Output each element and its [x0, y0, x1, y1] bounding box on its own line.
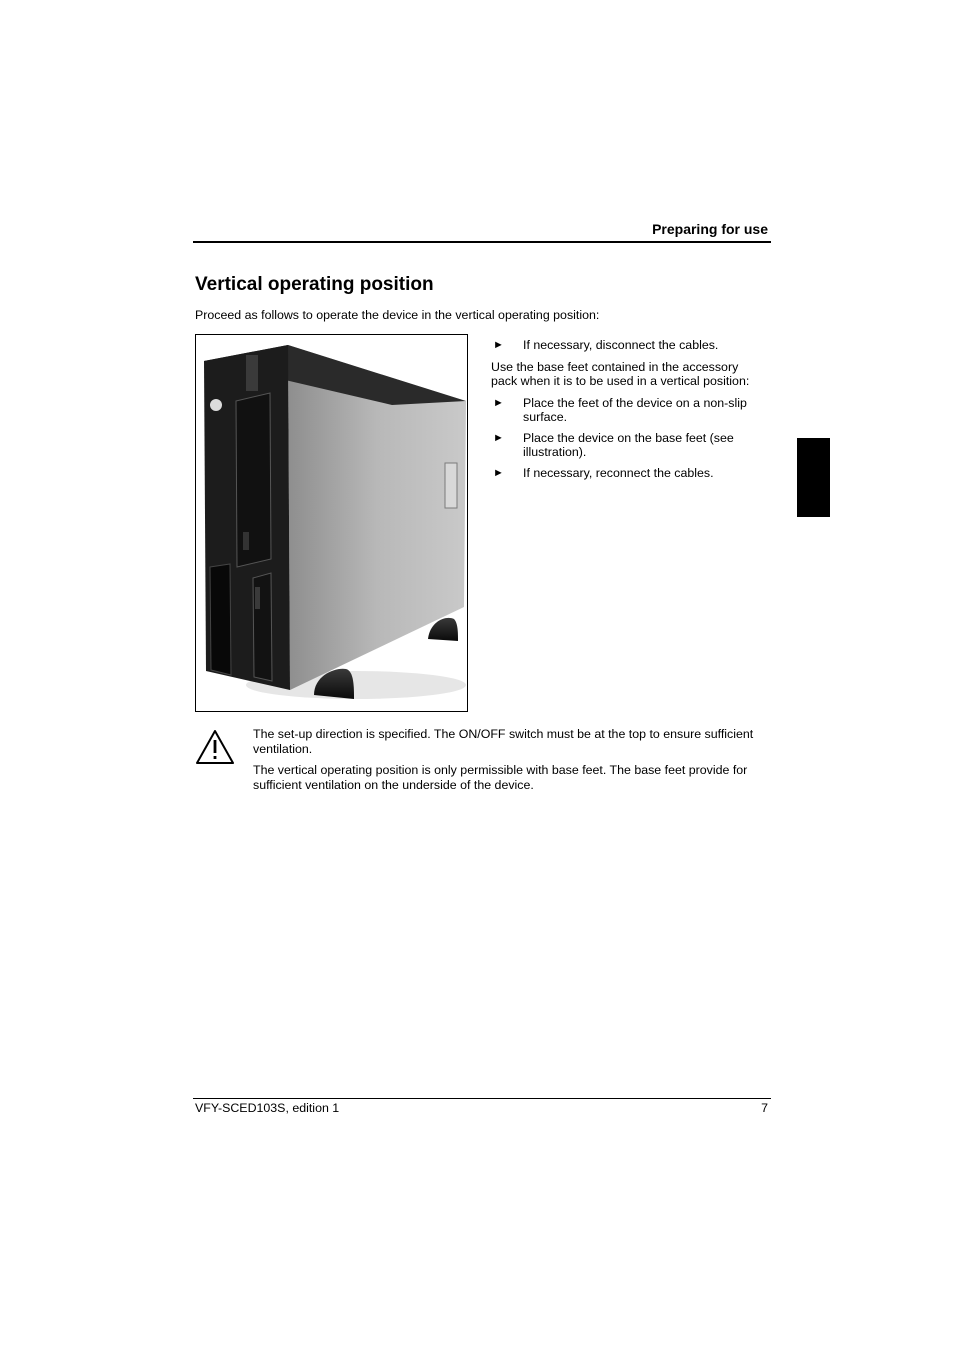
bullet-arrow-icon: ►	[493, 466, 504, 479]
step-item	[491, 431, 766, 460]
instructions	[491, 338, 766, 480]
warning-text	[253, 727, 771, 792]
header-rule	[193, 241, 771, 243]
page-number: 7	[761, 1101, 768, 1115]
step-item	[491, 338, 766, 353]
intro-text: Proceed as follows to operate the device in the vertical operating position:	[195, 308, 600, 322]
pc-tower-illustration	[196, 335, 467, 711]
accessory-note: Use the base feet contained in the accessory pack when it is to be used in a vertical position:	[491, 359, 750, 388]
step-text: Place the device on the base feet (see illustration).	[523, 430, 734, 459]
bullet-arrow-icon: ►	[493, 431, 504, 444]
footer-doc-id: VFY-SCED103S, edition 1	[195, 1101, 340, 1115]
step-text: If necessary, disconnect the cables.	[523, 338, 719, 352]
chapter-thumb-tab	[797, 438, 830, 517]
warning-triangle-icon	[195, 729, 235, 765]
step-item	[491, 396, 766, 425]
step-item	[491, 466, 766, 481]
warning-paragraph: The vertical operating position is only permissible with base feet. The base feet provide for sufficient ventilation on the underside of the device.	[253, 763, 748, 792]
bullet-arrow-icon: ►	[493, 396, 504, 409]
device-figure	[195, 334, 468, 712]
warning-paragraph: The set-up direction is specified. The ON/OFF switch must be at the top to ensure sufficient ventilation.	[253, 727, 754, 756]
section-title: Vertical operating position	[195, 274, 434, 295]
footer-rule	[193, 1098, 771, 1099]
step-text: If necessary, reconnect the cables.	[523, 465, 714, 480]
running-header: Preparing for use	[652, 221, 768, 237]
bullet-arrow-icon: ►	[493, 339, 504, 351]
step-text: Place the feet of the device on a non-slip surface.	[523, 395, 747, 424]
